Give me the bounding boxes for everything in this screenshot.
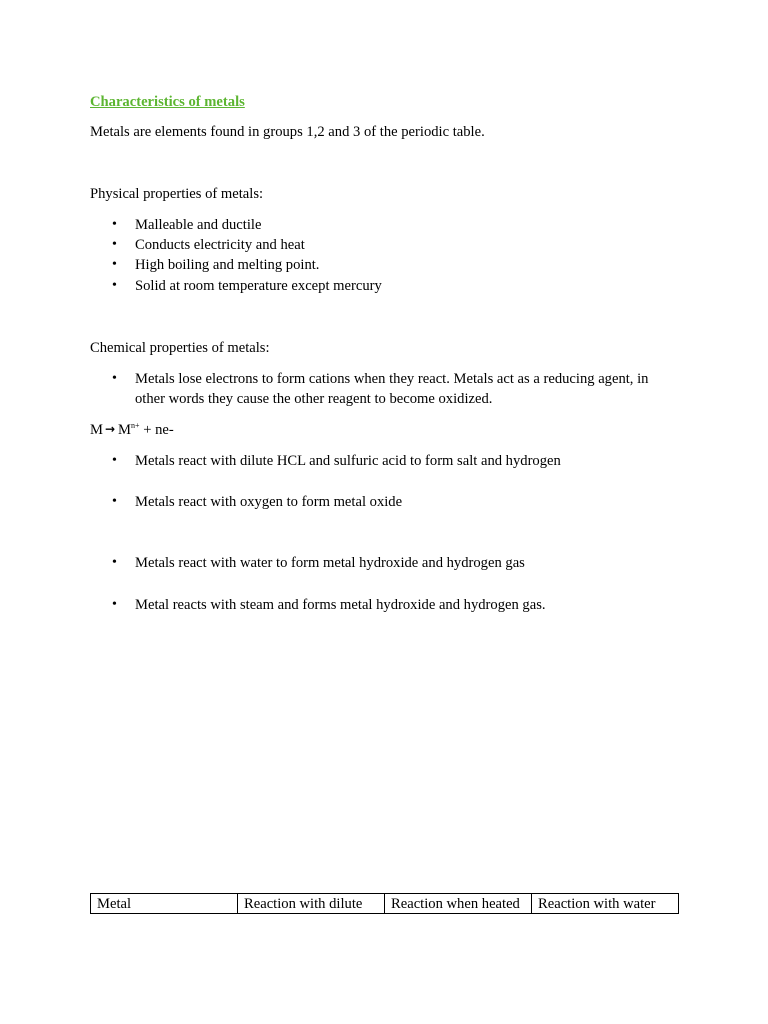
ionization-equation [90, 422, 174, 439]
list-item: Metal reacts with steam and forms metal hydroxide and hydrogen gas. [135, 597, 546, 613]
bullet-marker: • [112, 257, 117, 272]
document-title: Characteristics of metals [90, 94, 245, 110]
bullet-marker: • [112, 278, 117, 293]
intro-paragraph: Metals are elements found in groups 1,2 and 3 of the periodic table. [90, 124, 485, 140]
table-header-row [91, 894, 679, 914]
bullet-marker: • [112, 217, 117, 232]
metals-reaction-table [90, 893, 679, 914]
table-header-cell: Reaction with water [532, 894, 679, 914]
chemical-properties-heading: Chemical properties of metals: [90, 340, 270, 356]
bullet-marker: • [112, 597, 117, 612]
bullet-marker: • [112, 237, 117, 252]
table-header-cell: Metal [91, 894, 238, 914]
equation-rhs-tail: + ne- [139, 422, 174, 438]
bullet-marker: • [112, 494, 117, 509]
list-item-line: other words they cause the other reagent to become oxidized. [135, 391, 493, 407]
bullet-marker: • [112, 555, 117, 570]
list-item: Metals react with water to form metal hydroxide and hydrogen gas [135, 555, 525, 571]
table-header-cell: Reaction with dilute [238, 894, 385, 914]
arrow-right-icon: → [104, 422, 116, 436]
list-item-line: Metals lose electrons to form cations when they react. Metals act as a reducing agent, in [135, 371, 649, 387]
table-header-cell: Reaction when heated [385, 894, 532, 914]
list-item: Metals react with oxygen to form metal oxide [135, 494, 403, 510]
bullet-marker: • [112, 453, 117, 468]
physical-properties-heading: Physical properties of metals: [90, 186, 264, 202]
list-item: Malleable and ductile [135, 217, 262, 233]
list-item: Conducts electricity and heat [135, 237, 305, 253]
list-item: High boiling and melting point. [135, 257, 320, 273]
bullet-marker: • [112, 371, 117, 386]
equation-lhs: M [90, 422, 103, 438]
equation-charge: n+ [131, 421, 140, 431]
list-item: Solid at room temperature except mercury [135, 278, 382, 294]
equation-rhs-base: M [118, 422, 132, 438]
list-item: Metals react with dilute HCL and sulfuric acid to form salt and hydrogen [135, 453, 561, 469]
